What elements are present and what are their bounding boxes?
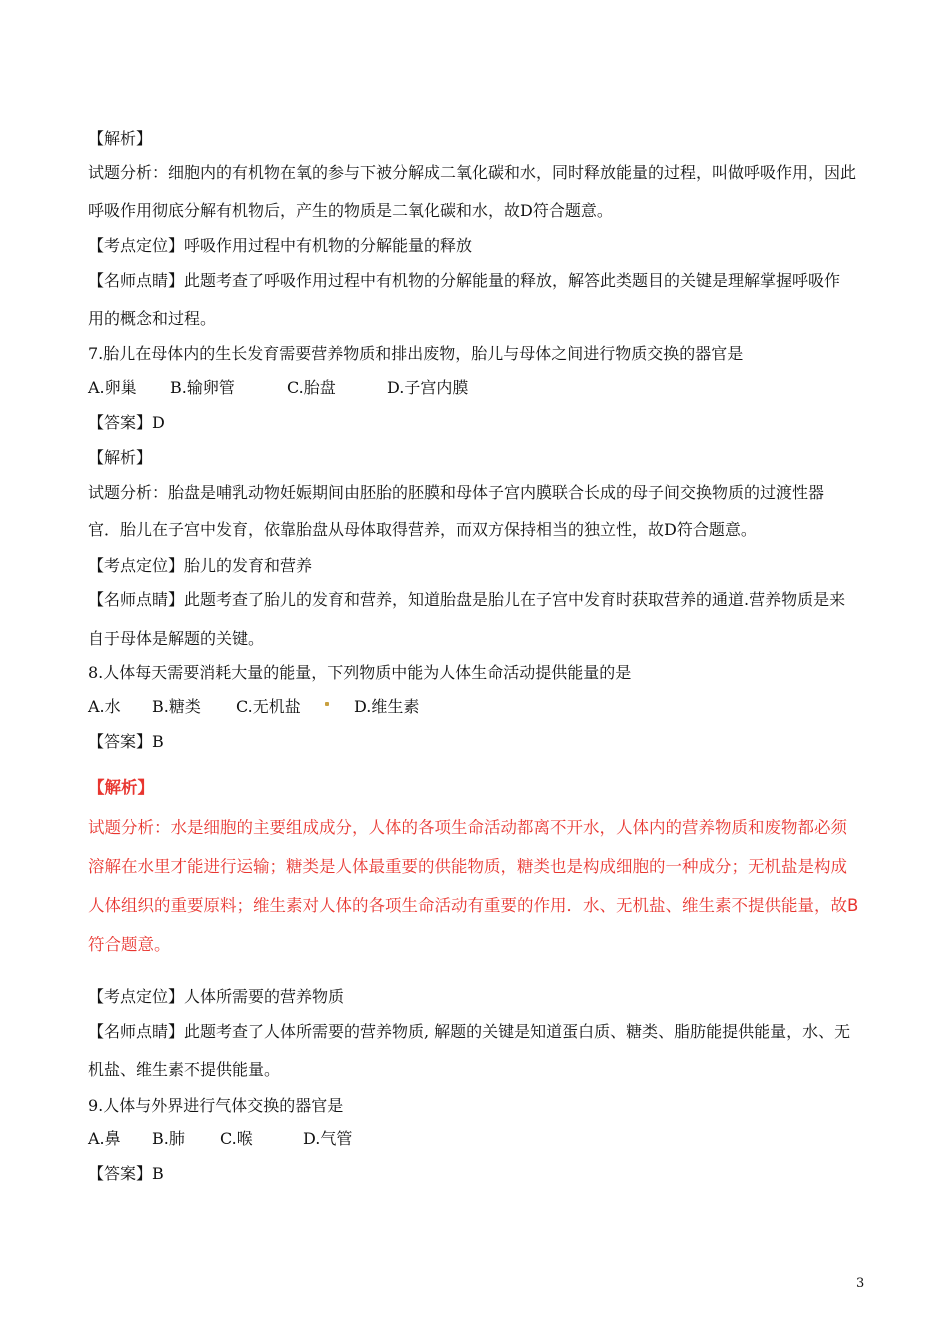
option-b: B.输卵管 — [170, 378, 235, 397]
question-8: 8.人体每天需要消耗大量的能量，下列物质中能为人体生命活动提供能量的是 — [88, 663, 632, 682]
teacher-comment: 【名师点睛】此题考查了胎儿的发育和营养，知道胎盘是胎儿在子宫中发育时获取营养的通道.营养物质是来 — [88, 590, 846, 609]
analysis-heading: 【解析】 — [88, 448, 153, 467]
option-d: D.气管 — [303, 1129, 353, 1148]
question-9: 9.人体与外界进行气体交换的器官是 — [88, 1096, 344, 1115]
question-7: 7.胎儿在母体内的生长发育需要营养物质和排出废物，胎儿与母体之间进行物质交换的器官是 — [88, 344, 744, 363]
analysis-text: 试题分析：胎盘是哺乳动物妊娠期间由胚胎的胚膜和母体子宫内膜联合长成的母子间交换物质的过渡性器 — [88, 483, 825, 502]
option-d: D.子宫内膜 — [387, 378, 469, 397]
answer: 【答案】B — [88, 1164, 164, 1183]
answer: 【答案】D — [88, 413, 165, 432]
teacher-comment: 机盐、维生素不提供能量。 — [88, 1060, 281, 1079]
page-number: 3 — [856, 1276, 865, 1291]
teacher-comment: 【名师点睛】此题考查了人体所需要的营养物质, 解题的关键是知道蛋白质、糖类、脂肪能提供能量，水、无 — [88, 1022, 851, 1041]
options-row — [88, 696, 419, 718]
option-b: B.肺 — [152, 1129, 185, 1148]
teacher-comment: 自于母体是解题的关键。 — [88, 629, 265, 648]
option-d: D.维生素 — [354, 697, 420, 716]
answer: 【答案】B — [88, 732, 164, 751]
analysis-heading: 【解析】 — [88, 129, 153, 148]
options-row — [88, 1128, 352, 1150]
test-point: 【考点定位】人体所需要的营养物质 — [88, 987, 345, 1006]
analysis-heading-highlighted: 【解析】 — [88, 778, 154, 797]
test-point: 【考点定位】胎儿的发育和营养 — [88, 556, 313, 575]
option-a: A.卵巢 — [88, 378, 137, 397]
option-b: B.糖类 — [152, 697, 201, 716]
teacher-comment: 【名师点睛】此题考查了呼吸作用过程中有机物的分解能量的释放，解答此类题目的关键是理解掌握呼吸作 — [88, 271, 841, 290]
analysis-text-highlighted: 溶解在水里才能进行运输；糖类是人体最重要的供能物质，糖类也是构成细胞的一种成分；无机盐是构成 — [88, 857, 847, 876]
analysis-text-highlighted: 符合题意。 — [88, 935, 171, 954]
test-point: 【考点定位】呼吸作用过程中有机物的分解能量的释放 — [88, 236, 473, 255]
option-a: A.水 — [88, 697, 121, 716]
options-row — [88, 377, 468, 399]
teacher-comment: 用的概念和过程。 — [88, 309, 217, 328]
option-a: A.鼻 — [88, 1129, 121, 1148]
option-c: C.无机盐 — [236, 697, 301, 716]
analysis-text-highlighted: 人体组织的重要原料；维生素对人体的各项生命活动有重要的作用．水、无机盐、维生素不提供能量，故B — [88, 896, 859, 915]
analysis-text: 呼吸作用彻底分解有机物后，产生的物质是二氧化碳和水，故D符合题意。 — [88, 201, 613, 220]
analysis-text: 官．胎儿在子宫中发育，依靠胎盘从母体取得营养，而双方保持相当的独立性，故D符合题意。 — [88, 520, 757, 539]
analysis-text: 试题分析：细胞内的有机物在氧的参与下被分解成二氧化碳和水，同时释放能量的过程，叫做呼吸作用，因此 — [88, 163, 857, 182]
option-c: C.胎盘 — [287, 378, 336, 397]
option-c: C.喉 — [220, 1129, 253, 1148]
analysis-text-highlighted: 试题分析：水是细胞的主要组成成分，人体的各项生命活动都离不开水，人体内的营养物质和废物都必须 — [88, 818, 847, 837]
stray-mark — [325, 702, 329, 706]
